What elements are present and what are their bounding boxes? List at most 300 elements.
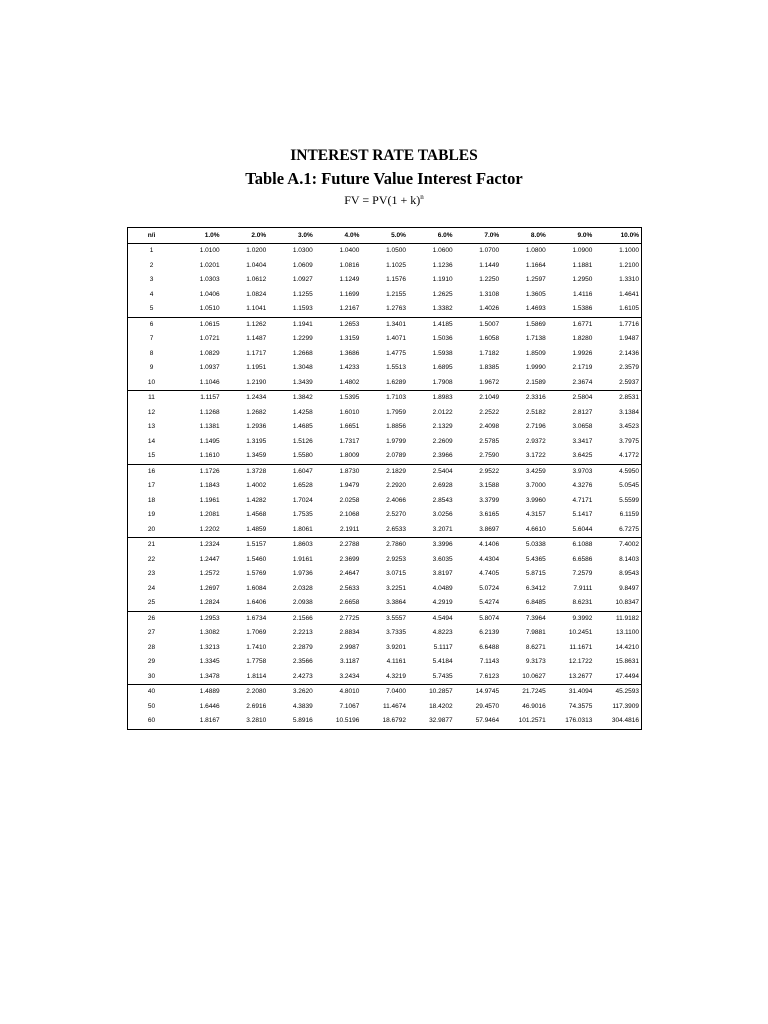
table-row: [128, 332, 641, 347]
factor-cell: 1.1610: [175, 449, 222, 464]
formula-base: FV = PV(1 + k): [344, 193, 421, 207]
factor-cell: 1.0200: [246, 247, 267, 254]
factor-cell: 7.9111: [573, 584, 593, 592]
factor-cell: 1.7716: [619, 320, 639, 328]
factor-cell: 8.6231: [548, 596, 595, 611]
factor-cell: 1.0500: [386, 247, 406, 254]
factor-cell: 1.3605: [525, 290, 546, 298]
factor-cell: 46.9016: [522, 702, 546, 710]
factor-cell: 1.3478: [175, 670, 222, 685]
factor-cell: 6.2139: [479, 629, 500, 636]
factor-cell: 2.0789: [361, 449, 408, 464]
factor-cell: 1.1717: [246, 349, 267, 357]
factor-cell: 1.3048: [292, 364, 313, 371]
factor-cell: 2.6928: [432, 482, 453, 489]
factor-cell: 2.5633: [339, 584, 360, 592]
factor-cell: 2.9987: [339, 643, 360, 651]
factor-cell: 4.3839: [292, 702, 313, 710]
factor-cell: 1.0404: [246, 261, 267, 269]
factor-cell: 1.2155: [386, 290, 406, 298]
factor-cell: 2.2522: [479, 408, 500, 416]
factor-cell: 9.3173: [525, 658, 546, 665]
table-header-row: [128, 228, 641, 244]
factor-cell: 1.9990: [525, 364, 546, 371]
factor-cell: 1.5938: [432, 349, 453, 357]
factor-cell: 2.9253: [386, 555, 406, 563]
factor-cell: 2.1719: [572, 364, 593, 371]
period-cell: 16: [147, 467, 156, 475]
table-row: [128, 626, 641, 641]
factor-cell: 2.4273: [268, 670, 315, 685]
factor-cell: 2.3566: [292, 658, 313, 665]
factor-cell: 1.1262: [246, 320, 267, 328]
table-row: [128, 479, 641, 494]
factor-cell: 4.8010: [339, 688, 360, 695]
factor-cell: 8.9543: [619, 570, 639, 577]
factor-cell: 1.4693: [501, 302, 548, 317]
factor-cell: 2.0258: [339, 496, 360, 504]
factor-cell: 13.1100: [615, 629, 639, 636]
factor-cell: 2.8531: [619, 394, 639, 401]
period-cell: 28: [147, 643, 156, 651]
factor-cell: 4.2919: [408, 596, 455, 611]
factor-cell: 1.4889: [199, 688, 220, 695]
factor-cell: 3.0658: [572, 423, 593, 430]
factor-cell: 2.7590: [455, 449, 502, 464]
factor-cell: 5.0338: [525, 541, 546, 548]
table-row: [128, 670, 641, 685]
table-row: [128, 376, 641, 391]
factor-cell: 10.5196: [335, 717, 360, 724]
factor-cell: 1.2824: [175, 596, 222, 611]
factor-cell: 1.2190: [222, 376, 269, 391]
factor-cell: 11.4674: [382, 702, 406, 710]
factor-cell: 1.4185: [432, 320, 453, 328]
factor-cell: 1.6289: [361, 376, 408, 391]
factor-cell: 7.9881: [525, 629, 546, 636]
factor-cell: 1.2950: [572, 276, 593, 283]
factor-cell: 1.1495: [199, 437, 220, 445]
table-row: [128, 538, 641, 553]
factor-cell: 3.2071: [408, 523, 455, 538]
formula-exponent: n: [420, 193, 424, 201]
factor-cell: 32.9877: [429, 717, 453, 724]
factor-cell: 6.1088: [572, 541, 593, 548]
factor-cell: 4.1406: [479, 541, 500, 548]
table-row: [128, 596, 641, 611]
factor-cell: 304.4816: [611, 717, 639, 724]
factor-cell: 2.6916: [246, 702, 267, 710]
factor-cell: 1.1157: [200, 394, 220, 401]
factor-cell: 3.6035: [432, 555, 453, 563]
factor-cell: 3.1384: [619, 408, 639, 416]
factor-cell: 2.0938: [268, 596, 315, 611]
factor-cell: 2.3674: [548, 376, 595, 391]
factor-cell: 2.5270: [386, 511, 406, 518]
factor-cell: 1.5460: [246, 555, 267, 563]
table-row: [128, 259, 641, 274]
period-cell: 27: [147, 629, 156, 636]
factor-cell: 3.0256: [432, 511, 453, 518]
factor-cell: 1.2653: [339, 320, 360, 328]
factor-cell: 4.6610: [501, 523, 548, 538]
period-cell: 29: [147, 658, 156, 665]
factor-cell: 5.6044: [548, 523, 595, 538]
factor-cell: 1.6651: [339, 423, 360, 430]
factor-cell: 5.4365: [525, 555, 546, 563]
factor-cell: 1.6771: [572, 320, 593, 328]
factor-cell: 1.2081: [199, 511, 220, 518]
factor-cell: 2.4647: [339, 570, 360, 577]
period-cell: 7: [149, 335, 154, 342]
factor-cell: 1.5157: [246, 541, 267, 548]
fvif-table: [127, 227, 642, 730]
factor-cell: 1.3082: [199, 629, 220, 636]
factor-cell: 1.1268: [199, 408, 220, 416]
period-cell: 5: [128, 302, 175, 317]
factor-cell: 2.1436: [619, 349, 639, 357]
factor-cell: 1.0829: [199, 349, 220, 357]
factor-cell: 1.1941: [292, 320, 313, 328]
factor-cell: 2.8127: [572, 408, 593, 416]
factor-cell: 2.2879: [292, 643, 313, 651]
period-cell: 4: [149, 290, 154, 298]
table-row: [128, 391, 641, 406]
factor-cell: 1.2100: [619, 261, 639, 269]
factor-cell: 1.6010: [339, 408, 360, 416]
factor-cell: 2.1911: [315, 523, 362, 538]
factor-cell: 1.1487: [246, 335, 267, 342]
factor-cell: 1.0510: [175, 302, 222, 317]
factor-cell: 1.6058: [479, 335, 500, 342]
factor-cell: 4.1772: [594, 449, 641, 464]
factor-cell: 9.3992: [572, 614, 593, 622]
period-cell: 40: [147, 688, 156, 695]
table-row: [128, 273, 641, 288]
factor-cell: 1.0303: [199, 276, 220, 283]
factor-cell: 2.4098: [479, 423, 500, 430]
factor-cell: 2.5804: [572, 394, 593, 401]
factor-cell: 1.8730: [339, 467, 360, 475]
factor-cell: 1.3459: [222, 449, 269, 464]
factor-cell: 2.1829: [386, 467, 406, 475]
factor-cell: 3.7975: [619, 437, 639, 445]
factor-cell: 2.3579: [619, 364, 639, 371]
table-row: [128, 464, 641, 479]
factor-cell: 1.0721: [199, 335, 220, 342]
factor-cell: 1.1236: [432, 261, 453, 269]
factor-cell: 1.2625: [432, 290, 453, 298]
table-row: [128, 317, 641, 332]
factor-cell: 2.6533: [361, 523, 408, 538]
factor-cell: 3.2620: [292, 688, 313, 695]
factor-cell: 5.4274: [455, 596, 502, 611]
factor-cell: 1.4116: [572, 290, 593, 298]
factor-cell: 57.9464: [475, 717, 500, 724]
factor-cell: 1.3213: [199, 643, 220, 651]
factor-cell: 12.1722: [568, 658, 593, 665]
period-cell: 60: [147, 717, 156, 724]
factor-cell: 1.5869: [525, 320, 546, 328]
factor-cell: 11.9182: [615, 614, 639, 622]
factor-cell: 1.1576: [386, 276, 406, 283]
period-cell: 20: [128, 523, 175, 538]
factor-cell: 1.2763: [361, 302, 408, 317]
factor-cell: 5.8715: [525, 570, 546, 577]
factor-cell: 1.9926: [572, 349, 593, 357]
factor-cell: 13.2677: [548, 670, 595, 685]
factor-cell: 1.2936: [246, 423, 267, 430]
header-cell: 9.0%: [548, 228, 595, 244]
factor-cell: 1.2668: [292, 349, 313, 357]
factor-cell: 1.6047: [292, 467, 313, 475]
period-cell: 13: [147, 423, 156, 430]
factor-cell: 1.4802: [315, 376, 362, 391]
factor-cell: 1.7535: [292, 511, 313, 518]
factor-cell: 1.0406: [199, 290, 220, 298]
factor-cell: 1.4282: [246, 496, 267, 504]
header-cell: 5.0%: [361, 228, 408, 244]
factor-cell: 1.1726: [199, 467, 220, 475]
factor-cell: 6.3412: [525, 584, 546, 592]
factor-cell: 7.4002: [619, 541, 639, 548]
factor-cell: 4.7171: [572, 496, 593, 504]
factor-cell: 3.1588: [479, 482, 500, 489]
factor-cell: 1.4258: [292, 408, 313, 416]
factor-cell: 5.5599: [619, 496, 639, 504]
period-cell: 15: [128, 449, 175, 464]
factor-cell: 5.0545: [619, 482, 639, 489]
factor-cell: 3.1722: [501, 449, 548, 464]
factor-cell: 2.7725: [339, 614, 360, 622]
factor-cell: 3.4259: [525, 467, 546, 475]
factor-cell: 2.2609: [432, 437, 453, 445]
factor-cell: 7.0400: [386, 688, 406, 695]
table-row: [128, 611, 641, 626]
factor-cell: 1.5769: [246, 570, 267, 577]
table-row: [128, 700, 641, 715]
factor-cell: 1.8167: [199, 717, 220, 724]
factor-cell: 4.1161: [386, 658, 406, 665]
factor-cell: 4.7405: [479, 570, 500, 577]
factor-cell: 1.4026: [455, 302, 502, 317]
factor-cell: 3.1187: [339, 658, 360, 665]
table-row: [128, 435, 641, 450]
factor-cell: 1.5126: [292, 437, 313, 445]
factor-cell: 8.1403: [619, 555, 639, 563]
factor-cell: 1.4071: [386, 335, 406, 342]
factor-cell: 1.6734: [246, 614, 267, 622]
factor-cell: 1.8856: [386, 423, 406, 430]
table-row: [128, 523, 641, 538]
factor-cell: 1.7410: [246, 643, 267, 651]
factor-cell: 31.4094: [568, 688, 593, 695]
factor-cell: 2.0122: [432, 408, 453, 416]
header-cell: n/i: [128, 228, 175, 244]
factor-cell: 3.6165: [479, 511, 500, 518]
period-cell: 18: [147, 496, 156, 504]
page-title: INTEREST RATE TABLES: [290, 147, 478, 164]
factor-cell: 9.8497: [619, 584, 639, 592]
table-row: [128, 553, 641, 568]
factor-cell: 1.4775: [386, 349, 406, 357]
factor-cell: 3.3864: [361, 596, 408, 611]
header-cell: 1.0%: [175, 228, 222, 244]
factor-cell: 2.2213: [292, 629, 313, 636]
factor-cell: 1.7317: [339, 437, 360, 445]
factor-cell: 1.1881: [572, 261, 593, 269]
factor-cell: 1.4568: [246, 511, 267, 518]
factor-cell: 1.4685: [292, 423, 313, 430]
factor-cell: 1.9479: [339, 482, 360, 489]
factor-cell: 2.8543: [432, 496, 453, 504]
factor-cell: 2.1049: [479, 394, 500, 401]
factor-cell: 1.1041: [222, 302, 269, 317]
factor-cell: 6.6488: [479, 643, 500, 651]
factor-cell: 4.5950: [619, 467, 639, 475]
factor-cell: 1.3108: [479, 290, 500, 298]
factor-cell: 3.9960: [525, 496, 546, 504]
factor-cell: 29.4570: [475, 702, 500, 710]
factor-cell: 1.7103: [386, 394, 406, 401]
factor-cell: 1.2250: [479, 276, 500, 283]
factor-cell: 101.2571: [518, 717, 546, 724]
factor-cell: 4.8223: [432, 629, 453, 636]
factor-cell: 1.0800: [525, 247, 546, 254]
factor-cell: 4.4304: [479, 555, 500, 563]
factor-cell: 2.1566: [292, 614, 313, 622]
factor-cell: 1.8385: [479, 364, 500, 371]
table-row: [128, 361, 641, 376]
factor-cell: 1.8009: [315, 449, 362, 464]
formula: [0, 193, 768, 208]
factor-cell: 5.8074: [479, 614, 500, 622]
factor-cell: 1.8061: [268, 523, 315, 538]
factor-cell: 2.3316: [525, 394, 546, 401]
factor-cell: 3.3417: [572, 437, 593, 445]
factor-cell: 14.9745: [475, 688, 500, 695]
factor-cell: 10.8347: [594, 596, 641, 611]
header-cell: 6.0%: [408, 228, 455, 244]
factor-cell: 1.3728: [246, 467, 267, 475]
factor-cell: 3.7335: [386, 629, 406, 636]
factor-cell: 2.0328: [292, 584, 313, 592]
factor-cell: 7.1143: [479, 658, 500, 665]
factor-cell: 10.0627: [501, 670, 548, 685]
factor-cell: 1.5007: [479, 320, 500, 328]
factor-cell: 2.4066: [386, 496, 406, 504]
factor-cell: 1.3310: [619, 276, 639, 283]
factor-cell: 1.6105: [594, 302, 641, 317]
period-cell: 26: [147, 614, 156, 622]
table-row: [128, 641, 641, 656]
factor-cell: 1.6446: [199, 702, 220, 710]
period-cell: 50: [147, 702, 156, 710]
factor-cell: 3.8197: [432, 570, 453, 577]
period-cell: 19: [147, 511, 156, 518]
factor-cell: 10.2451: [568, 629, 593, 636]
factor-cell: 1.4233: [339, 364, 360, 371]
table-title: Table A.1: Future Value Interest Factor: [245, 169, 523, 188]
factor-cell: 3.6425: [548, 449, 595, 464]
factor-cell: 1.0612: [246, 276, 267, 283]
factor-cell: 1.7069: [246, 629, 267, 636]
factor-cell: 2.5182: [525, 408, 546, 416]
factor-cell: 1.2572: [199, 570, 220, 577]
factor-cell: 1.9672: [455, 376, 502, 391]
factor-cell: 18.6792: [382, 717, 406, 724]
factor-cell: 7.2579: [572, 570, 593, 577]
factor-cell: 6.6586: [572, 555, 593, 563]
factor-cell: 2.9522: [479, 467, 500, 475]
factor-cell: 1.2167: [315, 302, 362, 317]
factor-cell: 5.4184: [432, 658, 453, 665]
factor-cell: 1.2202: [175, 523, 222, 538]
factor-cell: 2.1068: [339, 511, 360, 518]
factor-cell: 1.8114: [222, 670, 269, 685]
factor-cell: 1.0609: [292, 261, 313, 269]
factor-cell: 6.1159: [619, 511, 639, 518]
factor-cell: 1.0600: [432, 247, 453, 254]
factor-cell: 3.3996: [432, 541, 453, 548]
factor-cell: 2.8834: [339, 629, 360, 636]
factor-cell: 1.5513: [386, 364, 406, 371]
factor-cell: 1.0300: [292, 247, 313, 254]
factor-cell: 1.8280: [572, 335, 593, 342]
table-row: [128, 302, 641, 317]
header-cell: 7.0%: [455, 228, 502, 244]
header-cell: 2.0%: [222, 228, 269, 244]
period-cell: 1: [149, 247, 154, 254]
factor-cell: 8.6271: [525, 643, 546, 651]
factor-cell: 1.3195: [246, 437, 267, 445]
factor-cell: 1.8983: [432, 394, 453, 401]
factor-cell: 1.4641: [619, 290, 639, 298]
factor-cell: 1.4859: [222, 523, 269, 538]
factor-cell: 2.1589: [501, 376, 548, 391]
period-cell: 11: [148, 394, 155, 401]
table-row: [128, 406, 641, 421]
factor-cell: 4.3276: [572, 482, 593, 489]
factor-cell: 2.2920: [386, 482, 406, 489]
factor-cell: 1.8509: [525, 349, 546, 357]
table-row: [128, 449, 641, 464]
factor-cell: 3.4523: [619, 423, 639, 430]
factor-cell: 1.2324: [199, 541, 220, 548]
period-cell: 25: [128, 596, 175, 611]
table-row: [128, 494, 641, 509]
factor-cell: 1.1255: [292, 290, 313, 298]
factor-cell: 1.7138: [525, 335, 546, 342]
factor-cell: 5.7435: [408, 670, 455, 685]
factor-cell: 2.1329: [432, 423, 453, 430]
factor-cell: 3.2434: [315, 670, 362, 685]
factor-cell: 5.1417: [572, 511, 593, 518]
factor-cell: 1.1449: [479, 261, 500, 269]
period-cell: 14: [147, 437, 156, 445]
period-cell: 17: [147, 482, 156, 489]
table-row: [128, 508, 641, 523]
factor-cell: 1.6528: [292, 482, 313, 489]
factor-cell: 1.3439: [268, 376, 315, 391]
period-cell: 2: [149, 261, 154, 269]
factor-cell: 74.3575: [568, 702, 593, 710]
factor-cell: 1.5386: [548, 302, 595, 317]
factor-cell: 1.2447: [199, 555, 220, 563]
factor-cell: 1.8603: [292, 541, 313, 548]
factor-cell: 4.3219: [361, 670, 408, 685]
factor-cell: 3.9201: [386, 643, 406, 651]
